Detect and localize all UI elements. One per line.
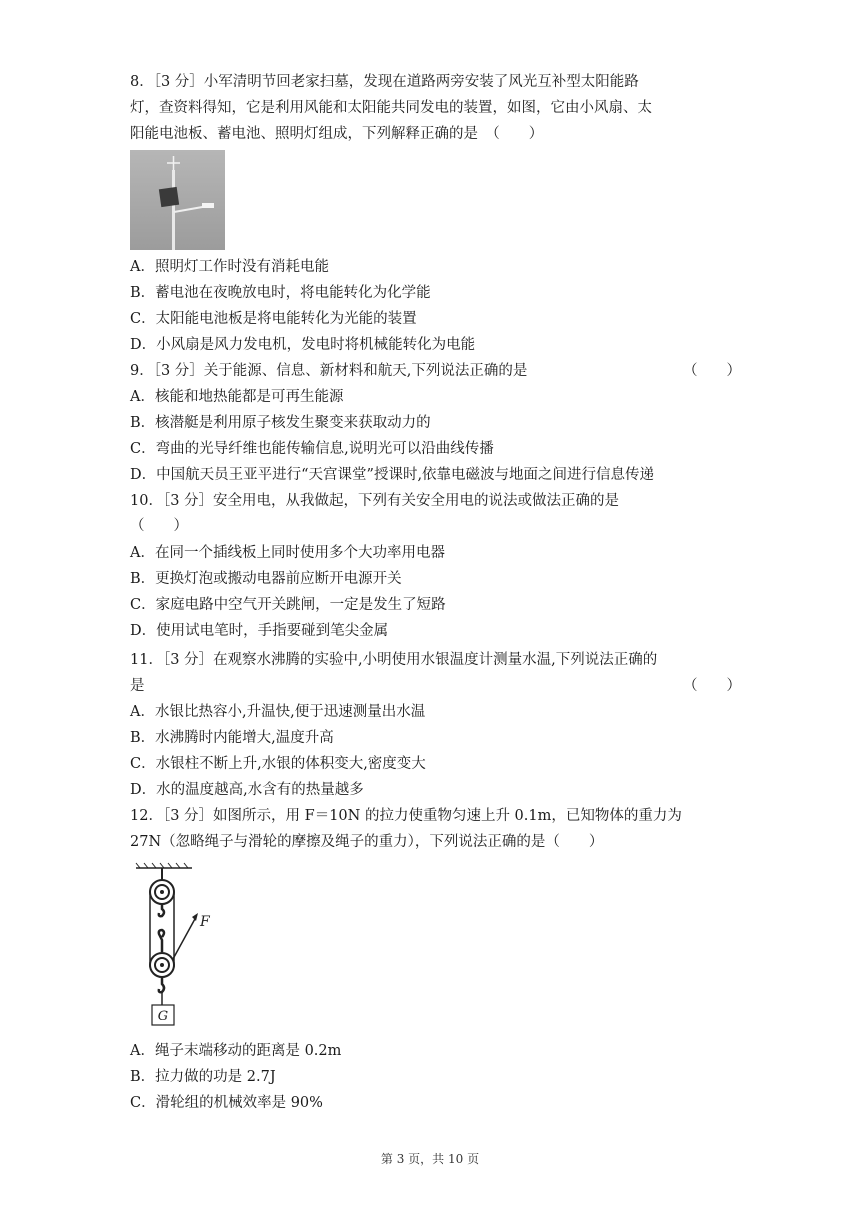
street-light-photo-svg (130, 150, 225, 250)
q9-stem: 9．［3 分］关于能源、信息、新材料和航天,下列说法正确的是 (130, 363, 528, 379)
q12-stem-line-1: 12．［3 分］如图所示，用 F＝10N 的拉力使重物匀速上升 0.1m，已知物体的重力为 (130, 808, 682, 824)
q11-answer-paren: （ ） (683, 678, 741, 694)
q8-option-c: C．太阳能电池板是将电能转化为光能的装置 (130, 311, 417, 327)
q10-option-a: A．在同一个插线板上同时使用多个大功率用电器 (130, 545, 445, 561)
q12-stem-line-2: 27N（忽略绳子与滑轮的摩擦及绳子的重力），下列说法正确的是（ ） (130, 834, 604, 850)
q11-stem-line-1: 11．［3 分］在观察水沸腾的实验中,小明使用水银温度计测量水温,下列说法正确的 (130, 652, 658, 668)
q8-option-b: B．蓄电池在夜晚放电时，将电能转化为化学能 (130, 285, 431, 301)
q12-option-c: C．滑轮组的机械效率是 90% (130, 1095, 323, 1111)
force-label: F (200, 914, 210, 930)
street-light-photo (130, 150, 225, 250)
pulley-diagram-svg (130, 862, 230, 1032)
q11-option-c: C．水银柱不断上升,水银的体积变大,密度变大 (130, 756, 426, 772)
q11-option-d: D．水的温度越高,水含有的热量越多 (130, 782, 364, 798)
q8-option-a: A．照明灯工作时没有消耗电能 (130, 259, 329, 275)
q11-option-a: A．水银比热容小,升温快,便于迅速测量出水温 (130, 704, 426, 720)
q8-stem-line-3: 阳能电池板、蓄电池、照明灯组成，下列解释正确的是 （ ） (130, 126, 544, 142)
q11-option-b: B．水沸腾时内能增大,温度升高 (130, 730, 334, 746)
q9-option-b: B．核潜艇是利用原子核发生聚变来获取动力的 (130, 415, 431, 431)
q9-option-a: A．核能和地热能都是可再生能源 (130, 389, 344, 405)
q9-option-d: D．中国航天员王亚平进行“天宫课堂”授课时,依靠电磁波与地面之间进行信息传递 (130, 467, 655, 483)
q10-answer-paren: （ ） (130, 518, 188, 534)
q10-stem: 10．［3 分］安全用电，从我做起，下列有关安全用电的说法或做法正确的是 (130, 493, 620, 509)
weight-label: G (157, 1009, 169, 1024)
page-footer: 第 3 页，共 10 页 (380, 1152, 480, 1166)
q10-option-c: C．家庭电路中空气开关跳闸，一定是发生了短路 (130, 597, 446, 613)
q8-stem-line-2: 灯，查资料得知，它是利用风能和太阳能共同发电的装置，如图，它由小风扇、太 (130, 100, 652, 116)
q8-option-d: D．小风扇是风力发电机，发电时将机械能转化为电能 (130, 337, 476, 353)
q10-option-d: D．使用试电笔时，手指要碰到笔尖金属 (130, 623, 389, 639)
q12-option-a: A．绳子末端移动的距离是 0.2m (130, 1043, 342, 1059)
q12-option-b: B．拉力做的功是 2.7J (130, 1069, 276, 1085)
q9-option-c: C．弯曲的光导纤维也能传输信息,说明光可以沿曲线传播 (130, 441, 494, 457)
q8-stem-line-1: 8．［3 分］小军清明节回老家扫墓，发现在道路两旁安装了风光互补型太阳能路 (130, 74, 639, 90)
q11-stem-line-2: 是 (130, 678, 145, 694)
pulley-diagram (130, 862, 230, 1032)
q9-answer-paren: （ ） (683, 363, 741, 379)
q10-option-b: B．更换灯泡或搬动电器前应断开电源开关 (130, 571, 402, 587)
